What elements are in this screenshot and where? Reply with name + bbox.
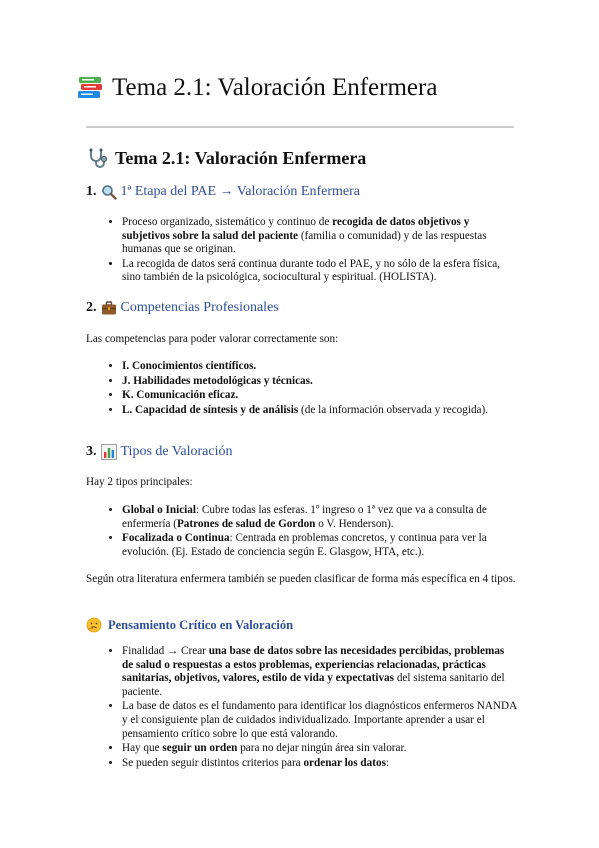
- stethoscope-icon: [86, 147, 108, 169]
- text-run: Se pueden seguir distintos criterios para: [122, 756, 304, 769]
- section-3-list: [86, 504, 518, 560]
- title-divider: [86, 126, 514, 128]
- books-icon: [76, 74, 104, 102]
- text-run: :: [385, 756, 390, 769]
- bold-run: recogida de datos objetivos y subjetivos sobre la salud del paciente: [122, 216, 470, 242]
- section-2-intro: Las competencias para poder valorar correctamente son:: [86, 333, 339, 345]
- section-3-heading: [86, 444, 233, 460]
- text-run: o V. Henderson).: [315, 517, 394, 530]
- section-number: 2.: [86, 300, 97, 315]
- text-run: Finalidad → Crear: [122, 645, 209, 657]
- list-item: • La recogida de datos será continua durante todo el PAE, y no sólo de la esfera física, sino también de la psicológica, sociocultural y espiritual. (HOLISTA).: [122, 258, 518, 285]
- list-item: [122, 216, 518, 257]
- list-item: [122, 757, 518, 771]
- list-item: [122, 504, 518, 531]
- text-run: (familia o comunidad) y de las respuestas humanas que se originan.: [122, 229, 487, 256]
- text-run: para no dejar ningún área sin valorar.: [237, 742, 407, 755]
- section-title: Pensamiento Crítico en Valoración: [108, 617, 294, 632]
- bold-run: I. Conocimientos científicos.: [122, 360, 257, 372]
- list-item: • La base de datos es el fundamento para identificar los diagnósticos enfermeros NANDA y el consiguiente plan de cuidados individualizado. Importante aprender a usar el pensamiento crítico sobre lo que está valorando.: [122, 700, 518, 741]
- bold-run: Focalizada o Continua: [122, 532, 230, 545]
- section-3-intro: Hay 2 tipos principales:: [86, 476, 193, 488]
- list-item: [122, 375, 518, 389]
- bold-run: Global o Inicial: [122, 504, 196, 516]
- thinking-face-icon: [86, 617, 102, 633]
- text-run: (de la información observada y recogida).: [298, 403, 489, 416]
- section-title: Tipos de Valoración: [120, 444, 233, 459]
- section-title: Competencias Profesionales: [120, 300, 279, 315]
- section-1-list: [86, 216, 518, 286]
- text-run: del sistema sanitario del paciente.: [122, 672, 505, 698]
- list-item: [122, 742, 518, 756]
- list-item: [122, 360, 518, 374]
- text-run: : Centrada en problemas concretos, y continua para ver la evolución. (Ej. Estado de conciencia según E. Glasgow, HTA, etc.).: [122, 532, 487, 558]
- bar-chart-icon: [101, 444, 117, 460]
- list-item: [122, 389, 518, 403]
- subtitle: [86, 147, 366, 169]
- list-item: [122, 645, 518, 699]
- section-1-heading: [86, 184, 360, 200]
- list-item: [122, 532, 518, 559]
- bold-run: J. Habilidades metodológicas y técnicas.: [122, 374, 313, 387]
- title-text: Tema 2.1: Valoración Enfermera: [112, 74, 438, 101]
- section-2-heading: [86, 300, 279, 316]
- section-title: 1ª Etapa del PAE → Valoración Enfermera: [120, 184, 360, 199]
- list-item: [122, 404, 518, 418]
- magnifier-icon: [101, 184, 117, 200]
- section-4-heading: [86, 617, 293, 633]
- bold-run: L. Capacidad de síntesis y de análisis: [122, 403, 299, 416]
- text-run: Hay que: [122, 742, 163, 755]
- section-2-list: [86, 360, 518, 418]
- bold-run: seguir un orden: [162, 742, 238, 755]
- subtitle-text: Tema 2.1: Valoración Enfermera: [115, 147, 367, 168]
- briefcase-icon: [101, 300, 117, 316]
- bold-run: una base de datos sobre las necesidades percibidas, problemas de salud o respuestas a estos problemas, experiencias relacionadas, prácticas sanitarias, objetivos, valores, estilo de vida y expectativas: [122, 645, 505, 685]
- bold-run: ordenar los datos: [303, 756, 386, 769]
- text-run: Proceso organizado, sistemático y continuo de: [122, 216, 333, 228]
- section-number: 1.: [86, 184, 97, 199]
- section-4-list: [86, 645, 518, 771]
- text-run: : Cubre todas las esferas. 1º ingreso o 1ª vez que va a consulta de enfermería (: [122, 504, 487, 530]
- section-3-outro: Según otra literatura enfermera también se pueden clasificar de forma más específica en 4 tipos.: [86, 573, 516, 585]
- bold-run: K. Comunicación eficaz.: [122, 389, 239, 402]
- section-number: 3.: [86, 444, 97, 459]
- document-title: [76, 74, 437, 102]
- bold-run: Patrones de salud de Gordon: [176, 517, 316, 530]
